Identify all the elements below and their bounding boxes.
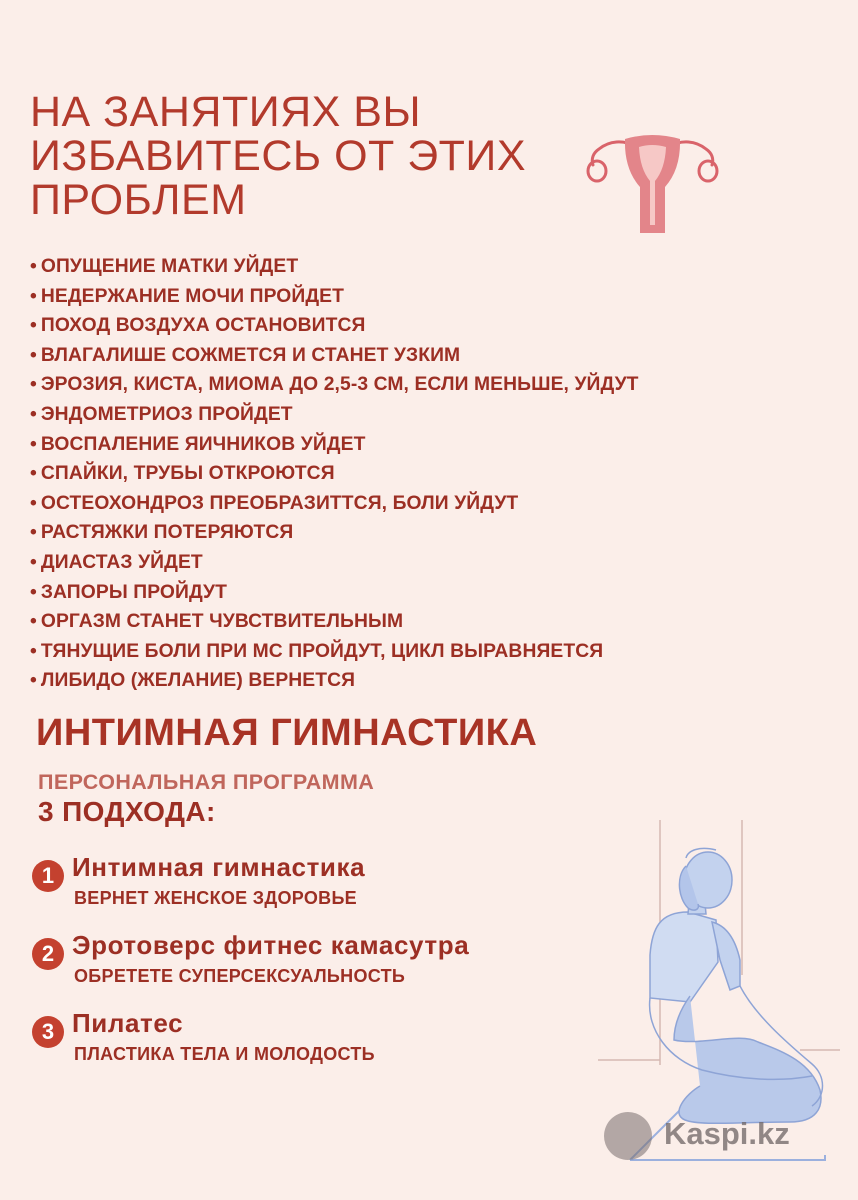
approach-subtitle: ВЕРНЕТ ЖЕНСКОЕ ЗДОРОВЬЕ [74,888,357,908]
section-title: ИНТИМНАЯ ГИМНАСТИКА [36,712,538,754]
approach-title: Интимная гимнастика [72,852,366,882]
approach-item [32,1008,592,1068]
problem-list [30,252,850,696]
kaspi-logo-icon [604,1112,652,1160]
list-item: • ВОСПАЛЕНИЕ ЯИЧНИКОВ УЙДЕТ [30,433,366,455]
list-item: • ЛИБИДО (ЖЕЛАНИЕ) ВЕРНЕТСЯ [30,670,356,692]
list-item: • ОРГАЗМ СТАНЕТ ЧУВСТВИТЕЛЬНЫМ [30,611,404,633]
approach-subtitle: ПЛАСТИКА ТЕЛА И МОЛОДОСТЬ [74,1044,375,1064]
kaspi-watermark [604,1110,844,1160]
list-item: • ЭРОЗИЯ, КИСТА, МИОМА ДО 2,5-3 СМ, ЕСЛИ МЕНЬШЕ, УЙДУТ [30,374,639,396]
approach-subtitle: ОБРЕТЕТЕ СУПЕРСЕКСУАЛЬНОСТЬ [74,966,406,986]
headline-line: НА ЗАНЯТИЯХ ВЫ [30,88,422,136]
list-item: • ВЛАГАЛИШЕ СОЖМЕТСЯ И СТАНЕТ УЗКИМ [30,344,461,366]
list-item: • ПОХОД ВОЗДУХА ОСТАНОВИТСЯ [30,315,366,337]
approach-title: Эротоверс фитнес камасутра [72,930,470,960]
list-item: • ДИАСТАЗ УЙДЕТ [30,551,203,573]
approaches-label: 3 ПОДХОДА: [38,796,216,827]
number-badge: 2 [32,938,64,970]
uterus-icon [585,125,720,240]
watermark-text: Kaspi.kz [664,1116,790,1151]
approach-item [32,930,592,990]
list-item: • ОСТЕОХОНДРОЗ ПРЕОБРАЗИТТСЯ, БОЛИ УЙДУТ [30,492,519,514]
program-subtitle: ПЕРСОНАЛЬНАЯ ПРОГРАММА [38,770,375,794]
list-item: • ЭНДОМЕТРИОЗ ПРОЙДЕТ [30,403,293,425]
headline-line: ПРОБЛЕМ [30,176,247,224]
approach-title: Пилатес [72,1008,184,1038]
headline-line: ИЗБАВИТЕСЬ ОТ ЭТИХ [30,132,527,180]
list-item: • ТЯНУЩИЕ БОЛИ ПРИ МС ПРОЙДУТ, ЦИКЛ ВЫРАВНЯЕТСЯ [30,640,604,662]
number-badge: 1 [32,860,64,892]
number-badge: 3 [32,1016,64,1048]
list-item: • СПАЙКИ, ТРУБЫ ОТКРОЮТСЯ [30,463,335,485]
headline [30,90,570,222]
list-item: • РАСТЯЖКИ ПОТЕРЯЮТСЯ [30,522,294,544]
approach-item [32,852,592,912]
list-item: • НЕДЕРЖАНИЕ МОЧИ ПРОЙДЕТ [30,285,345,307]
list-item: • ОПУЩЕНИЕ МАТКИ УЙДЕТ [30,256,299,277]
list-item: • ЗАПОРЫ ПРОЙДУТ [30,581,228,603]
